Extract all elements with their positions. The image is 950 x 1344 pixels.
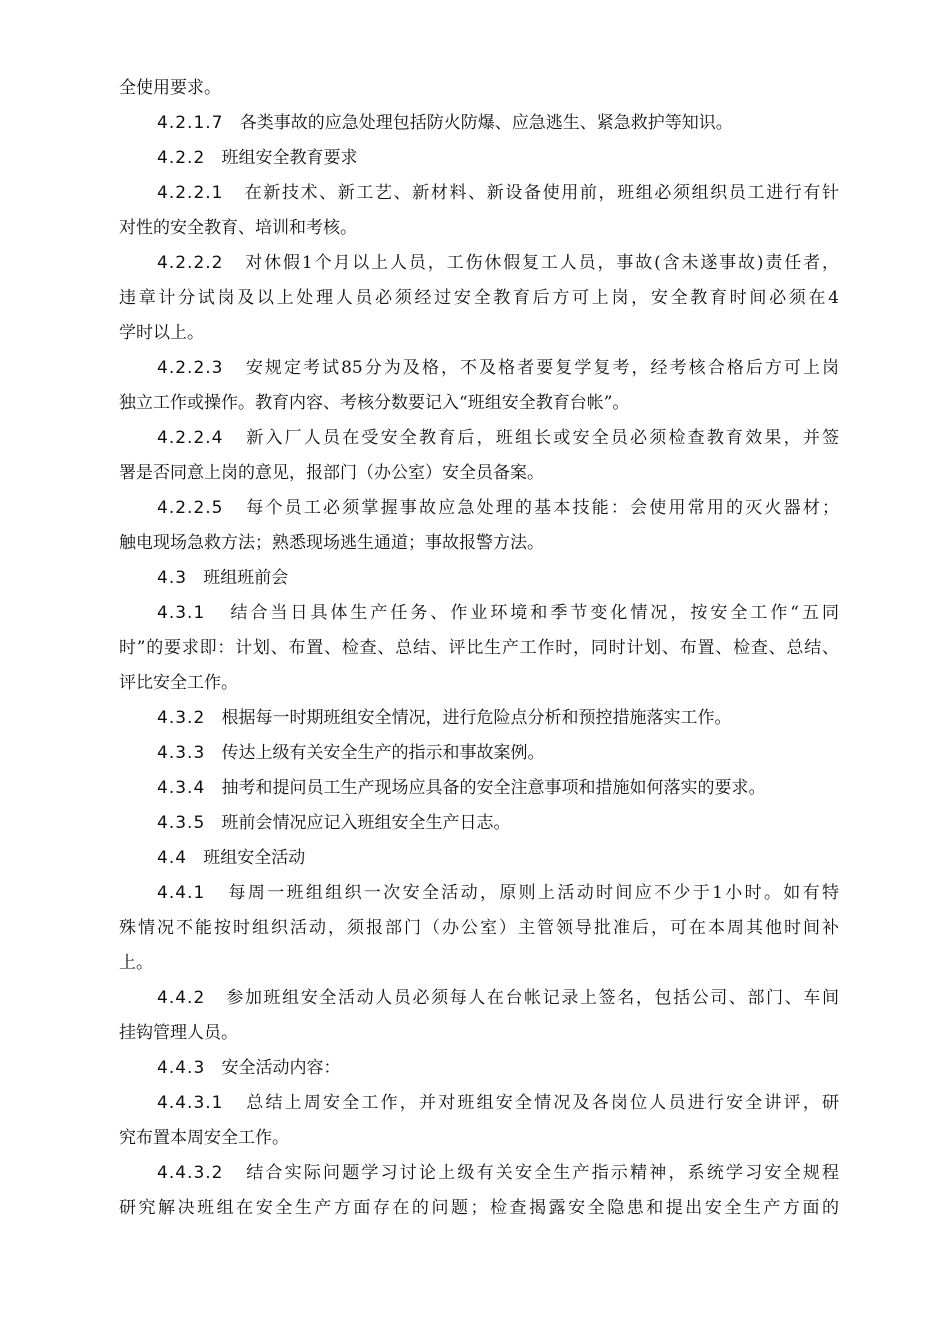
text-line: 研究解决班组在安全生产方面存在的问题；检查揭露安全隐患和提出安全生产方面的: [119, 1198, 839, 1218]
text-line: 全使用要求。: [119, 78, 221, 98]
clause-line: [157, 980, 839, 1016]
clause-line: [157, 875, 839, 911]
text-line: 违章计分试岗及以上处理人员必须经过安全教育后方可上岗，安全教育时间必须在4: [119, 288, 839, 308]
clause-line: [157, 735, 839, 771]
text-line: 挂钩管理人员。: [119, 1023, 238, 1043]
clause-number: 4.3: [157, 568, 188, 588]
clause-text: 安全活动内容：: [221, 1058, 341, 1078]
text-line: 评比安全工作。: [119, 673, 238, 693]
clause-text: 班组安全教育要求: [221, 148, 358, 168]
clause-number: 4.3.5: [157, 813, 206, 833]
clause-line: [157, 420, 839, 456]
text-line: 究布置本周安全工作。: [119, 1128, 289, 1148]
clause-line: [157, 1085, 839, 1121]
clause-text: 参加班组安全活动人员必须每人在台帐记录上签名，包括公司、部门、车间: [226, 988, 839, 1008]
clause-line: [157, 350, 839, 386]
text-line: 时”的要求即：计划、布置、检查、总结、评比生产工作时，同时计划、布置、检查、总结、: [119, 638, 839, 658]
clause-number: 4.3.2: [157, 708, 206, 728]
clause-number: 4.4.3: [157, 1058, 206, 1078]
section-heading: [157, 560, 839, 596]
clause-text: 传达上级有关安全生产的指示和事故案例。: [221, 743, 545, 763]
clause-line: [157, 805, 839, 841]
clause-line: [157, 490, 839, 526]
clause-number: 4.2.2.1: [157, 183, 224, 203]
section-heading: [157, 840, 839, 876]
clause-text: 安规定考试85分为及格，不及格者要复学复考，经考核合格后方可上岗: [245, 358, 839, 378]
clause-text: 新入厂人员在受安全教育后，班组长或安全员必须检查教育效果，并签: [246, 428, 839, 448]
clause-line: [157, 105, 839, 141]
clause-number: 4.3.1: [157, 603, 206, 623]
clause-text: 结合实际问题学习讨论上级有关安全生产指示精神，系统学习安全规程: [246, 1163, 839, 1183]
clause-number: 4.2.1.7: [157, 113, 224, 133]
clause-text: 班组安全活动: [203, 848, 306, 868]
clause-text: 每个员工必须掌握事故应急处理的基本技能：会使用常用的灭火器材；: [246, 498, 839, 518]
clause-line: [157, 595, 839, 631]
clause-line: [157, 175, 839, 211]
text-line: 署是否同意上岗的意见，报部门（办公室）安全员备案。: [119, 463, 544, 483]
text-line: 上。: [119, 953, 153, 973]
text-line: 触电现场急救方法；熟悉现场逃生通道；事故报警方法。: [119, 533, 544, 553]
section-heading: [157, 1050, 839, 1086]
section-heading: [157, 140, 839, 176]
clause-text: 各类事故的应急处理包括防火防爆、应急逃生、紧急救护等知识。: [239, 113, 733, 133]
text-line: 殊情况不能按时组织活动，须报部门（办公室）主管领导批准后，可在本周其他时间补: [119, 918, 839, 938]
clause-line: [157, 770, 839, 806]
clause-number: 4.4.2: [157, 988, 206, 1008]
clause-text: 每周一班组组织一次安全活动，原则上活动时间应不少于1小时。如有特: [228, 883, 839, 903]
clause-line: [157, 245, 839, 281]
clause-text: 结合当日具体生产任务、作业环境和季节变化情况，按安全工作“五同: [230, 603, 839, 623]
clause-number: 4.4: [157, 848, 188, 868]
clause-number: 4.3.4: [157, 778, 206, 798]
clause-number: 4.2.2.2: [157, 253, 224, 273]
clause-text: 在新技术、新工艺、新材料、新设备使用前，班组必须组织员工进行有针: [244, 183, 839, 203]
clause-text: 根据每一时期班组安全情况，进行危险点分析和预控措施落实工作。: [221, 708, 732, 728]
clause-line: [157, 700, 839, 736]
clause-text: 抽考和提问员工生产现场应具备的安全注意事项和措施如何落实的要求。: [221, 778, 766, 798]
clause-text: 班组班前会: [203, 568, 289, 588]
clause-number: 4.4.3.2: [157, 1163, 224, 1183]
clause-number: 4.4.1: [157, 883, 206, 903]
clause-text: 对休假1个月以上人员，工伤休假复工人员，事故(含未遂事故)责任者，: [245, 253, 839, 273]
clause-number: 4.4.3.1: [157, 1093, 224, 1113]
clause-number: 4.2.2.5: [157, 498, 224, 518]
clause-text: 总结上周安全工作，并对班组安全情况及各岗位人员进行安全讲评，研: [246, 1093, 839, 1113]
text-line: 独立工作或操作。教育内容、考核分数要记入“班组安全教育台帐”。: [119, 393, 630, 413]
clause-number: 4.2.2: [157, 148, 206, 168]
clause-number: 4.3.3: [157, 743, 206, 763]
clause-number: 4.2.2.4: [157, 428, 224, 448]
text-line: 学时以上。: [119, 323, 204, 343]
text-line: 对性的安全教育、培训和考核。: [119, 218, 357, 238]
clause-number: 4.2.2.3: [157, 358, 224, 378]
clause-line: [157, 1155, 839, 1191]
clause-text: 班前会情况应记入班组安全生产日志。: [221, 813, 511, 833]
